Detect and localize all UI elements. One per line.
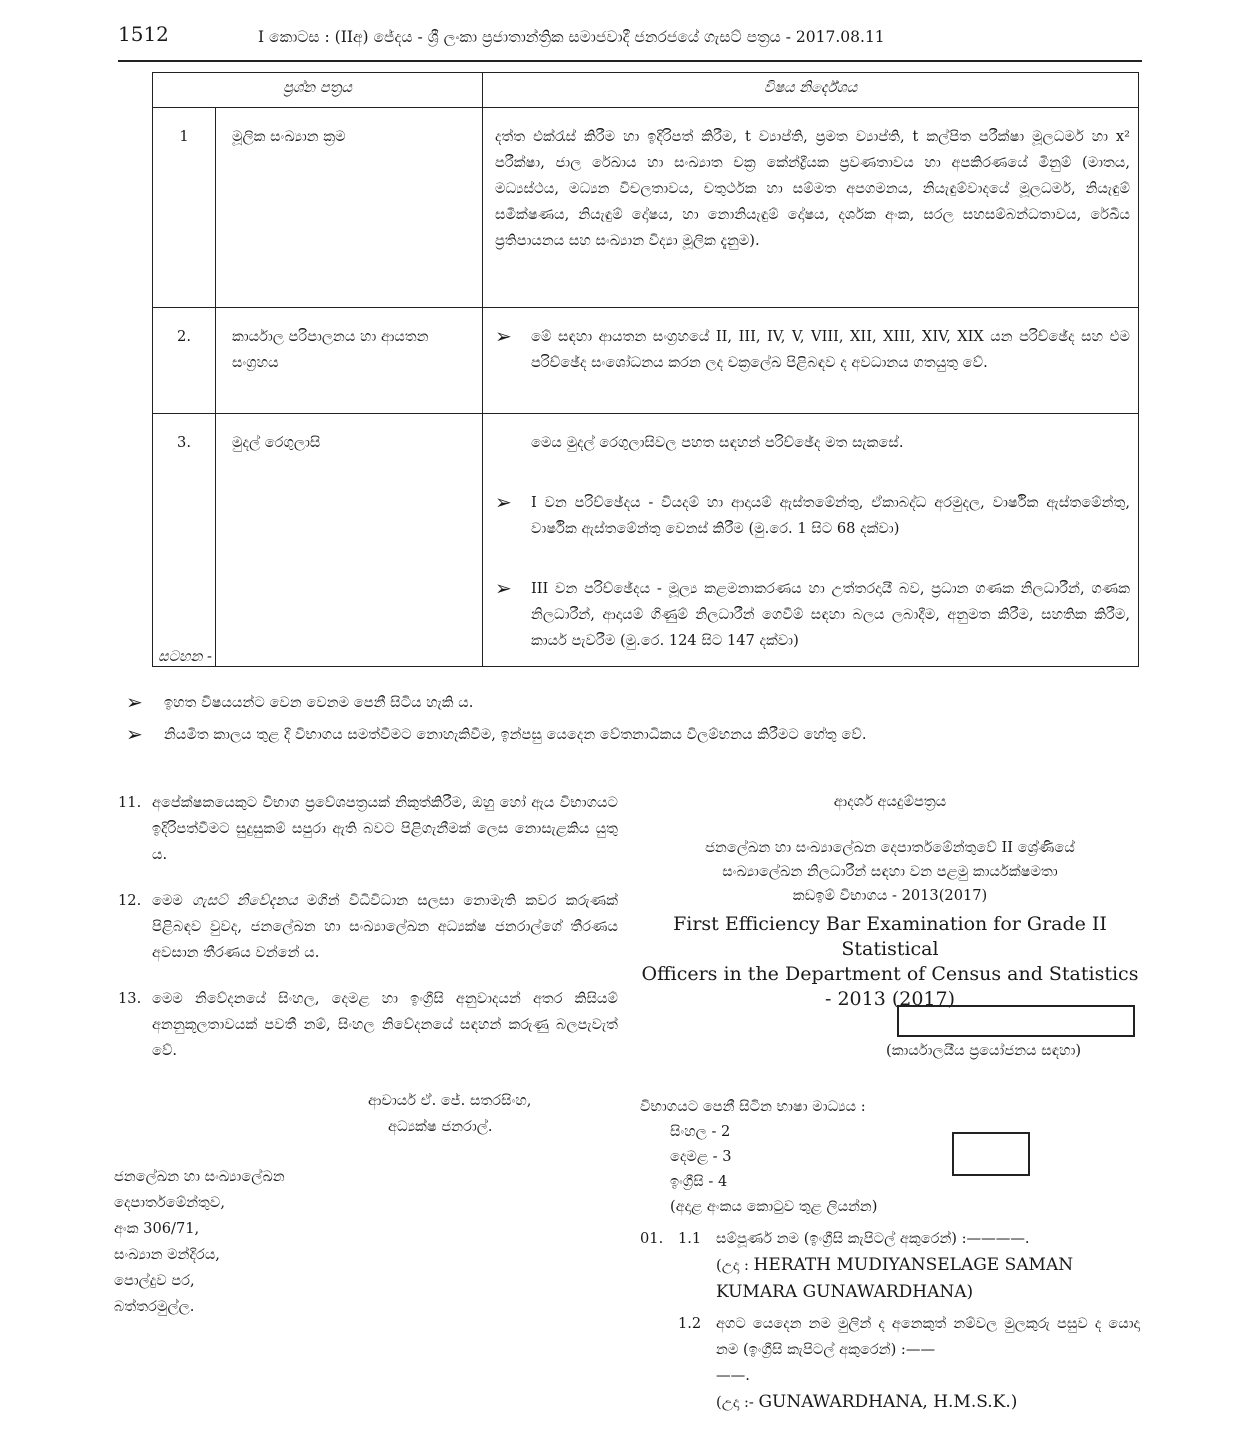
form-heading: ආදර්ශ අයදුම්පත්‍රය [833,793,947,810]
list-item [126,686,866,718]
note-text: ඉහත විෂයයන්ට වෙන වෙනම පෙනී සිටිය හැකි ය. [164,693,474,711]
form-title-english: - 2013 (2017) [824,988,956,1010]
medium-option: දෙමළ - 3 [670,1148,732,1165]
note-text: නියමිත කාලය තුළ දී විභාගය සමත්වීමට නොහැකිවීම, ඉන්පසු යෙදෙන වේතනාධිකය විලම්භනය කිරීමට හේතු වේ. [164,725,867,743]
syllabus-text: දත්ත එක්රැස් කිරීම හා ඉදිරිපත් කිරීම, t ව්‍යාප්ති, ප්‍රමත ව්‍යාප්ති, t කල්පිත පරීක්ෂා මූලධර්ම හා x² පරීක්ෂා, ජාල රේඛාය හා සංඛ්‍යාත චක්‍ර කේන්ද්‍රීයක ප්‍රවණතාවය හා අපකිරණයේ මිනුම් (මාතය, මධ්‍යස්ථය, මධ්‍යන විචලතාවය, චතුර්ථක හා සම්මත අපගමනය, නියැඳුම්වාදයේ මූලධර්ම, නියැඳුම් සමීක්ෂණය, නියැඳුම් දෝෂය, හා නොනියැඳුම් දෝෂය, දර්ශක අංක, සරල සහසම්බන්ධතාවය, රේඛීය ප්‍රතිපායනය සහ සංඛ්‍යාන විද්‍යා මූලික දැනුම). [483,108,1139,308]
example-name: KUMARA GUNAWARDHANA) [716,1282,974,1302]
address-line: සංඛ්‍යාන මන්දිරය, [114,1246,220,1263]
medium-hint: (අදාළ අංකය කොටුව තුළ ලියන්න) [670,1198,878,1215]
syllabus-intro: මෙය මුදල් රෙගුලාසිවල පහත සඳහන් පරිච්ඡේද මත සැකසේ. [531,434,904,451]
paper-name: මූලික සංඛ්‍යාන ක්‍රම [216,108,483,308]
subquestion-number: 1.1 [678,1230,702,1247]
signature-block [368,1088,531,1140]
address-line: දෙපාර්තමේන්තුව, [114,1194,226,1211]
example-name: HERATH MUDIYANSELAGE SAMAN [753,1255,1074,1275]
form-title-english: Officers in the Department of Census and Statistics [641,963,1139,985]
address-block [114,1164,285,1320]
bullet-text: මේ සඳහා ආයතන සංග්‍රහයේ II, III, IV, V, VIII, XII, XIII, XIV, XIX යන පරිච්ඡේද සහ එම පරිච්ඡේද සංශෝධනය කරන ලද චක්‍රලේඛ පිළිබඳව ද අවධානය ගතයුතු වේ. [531,328,1130,371]
medium-option: සිංහල - 2 [670,1123,731,1140]
table-row [153,108,1139,308]
office-use-caption: (කාර්යාලයීය ප්‍රයෝජනය සඳහා) [886,1042,1082,1059]
subquestion-text: අගට යෙදෙන නම මුලින් ද අනෙකුත් නම්වල මුලකුරු පසුව ද යොදා නම (ඉංග්‍රීසි කැපිටල් අකුරෙන්) :—— [716,1315,1140,1358]
arrow-bullet-icon: ➢ [495,324,512,348]
address-line: අංක 306/71, [114,1220,200,1237]
paper-name: කාර්යාල පරිපාලනය හා ආයතන සංග්‍රහය [216,308,483,414]
form-title-sinhala: සංඛ්‍යාලේඛන නිලධාරීන් සඳහා වන පළමු කාර්යක්ෂමතා [722,863,1058,880]
address-line: පොල්දුව පර, [114,1272,195,1289]
list-item [495,490,1130,542]
table-header-row [153,73,1139,108]
bullet-text: I වන පරිච්ඡේදය - වියදම් හා ආදායම් ඇස්තමේන්තු, ඒකාබද්ධ අරමුදල, වාර්ෂික ඇස්තමේන්තු, වාර්ෂික ඇස්තමේන්තු වෙනස් කිරීම (මු.රෙ. 1 සිට 68 දක්වා) [531,494,1130,537]
subquestion-text-cont: ——. [716,1367,750,1384]
paragraph-text: මෙම නිවේදනයේ සිංහල, දෙමළ හා ඉංග්‍රීසි අනුවාදයන් අතර කිසියම් අනනුකූලතාවයක් පවතී නම්, සිංහල නිවේදනයේ සඳහන් කරුණු බලපැවැත් වේ. [152,990,618,1059]
address-line: බත්තරමුල්ල. [114,1298,195,1315]
row-number: 2. [153,308,216,414]
paragraph-number: 11. [118,794,142,811]
numbered-paragraphs [118,790,618,1084]
example-prefix: (උදා :- [716,1394,759,1411]
gazette-header: I කොටස : (IIඅ) ජේදය - ශ්‍රී ලංකා ප්‍රජාතාන්ත්‍රික සමාජවාදී ජනරජයේ ගැසට් පත්‍රය - 2017.08.11 [258,28,885,46]
medium-label: විභාගයට පෙනී සිටින භාෂා මාධ්‍යය : [640,1098,866,1115]
col-header-syllabus: විෂය නිර්දේශය [483,73,1139,108]
arrow-bullet-icon: ➢ [126,690,143,714]
office-use-box[interactable] [897,1005,1135,1037]
paragraph [118,888,618,966]
example-name: GUNAWARDHANA, H.M.S.K.) [758,1392,1018,1412]
syllabus-table [152,72,1139,667]
question-01 [640,1226,1140,1416]
notes-list [126,686,866,750]
paper-name: මුදල් රෙගුලාසි [216,414,483,667]
emphasis-text: ගැසට් නිවේදනය [192,892,298,909]
table-row [153,414,1139,667]
paragraph [118,790,618,868]
notes-heading: සටහන - [158,648,212,665]
medium-entry-box[interactable] [952,1132,1030,1176]
list-item [126,718,866,750]
signatory-name: ආචාර්ය ඒ. ජේ. සතරසිංහ, [368,1092,532,1109]
address-line: ජනලේඛන හා සංඛ්‍යාලේඛන [114,1168,285,1185]
medium-option: ඉංග්‍රීසි - 4 [670,1173,728,1190]
row-number: 1 [153,108,216,308]
example-prefix: (උදා : [716,1257,754,1274]
list-item [495,324,1130,376]
arrow-bullet-icon: ➢ [495,576,512,600]
paragraph-text: මෙම ගැසට් නිවේදනය මගින් විධිවිධාන සලසා නොමැති කවර කරුණක් පිළිබඳව වුවද, ජනලේඛන හා සංඛ්‍යාලේඛන අධ්‍යක්ෂ ජනරාල්ගේ තීරණය අවසාන තීරණය වන්නේ ය. [152,892,618,961]
application-form-header [640,790,1140,1012]
subquestion-text: සම්පූර්ණ නම (ඉංග්‍රීසි කැපිටල් අකුරෙන්) :————. [716,1230,1030,1247]
row-number: 3. [153,414,216,667]
syllabus-cell [483,414,1139,667]
paragraph [118,986,618,1064]
bullet-text: III වන පරිච්ඡේදය - මූල්‍ය කළමනාකරණය හා උත්තරදායී බව, ප්‍රධාන ගණක නිලධාරීන්, ගණක නිලධාරීන්, ආදායම් ගිණුම් නිලධාරීන් ගෙවීම් සඳහා බලය ලබාදීම, අනුමත කිරීම, සහතික කිරීම, කාර්ය පැවරීම (මු.රෙ. 124 සිට 147 දක්වා) [531,580,1130,649]
page-number: 1512 [118,22,169,46]
form-title-sinhala: කඩඉම් විභාගය - 2013(2017) [792,887,988,904]
list-item [495,576,1130,654]
header-rule [118,60,1142,62]
form-title-sinhala: ජනලේඛන හා සංඛ්‍යාලේඛන දෙපාර්තමේන්තුවේ II ශ්‍රේණියේ [705,839,1075,856]
signatory-title: අධ්‍යක්ෂ ජනරාල්. [388,1118,493,1135]
paragraph-text: අපේක්ෂකයෙකුට විභාග ප්‍රවේශපත්‍රයක් නිකුත්කිරීම, ඔහු හෝ ඇය විභාගයට ඉදිරිපත්වීමට සුදුසුකම් සපුරා ඇති බවට පිළිගැනීමක් ලෙස නොසැළකිය යුතු ය. [152,794,618,863]
question-number: 01. [640,1230,664,1247]
medium-section [640,1094,877,1219]
col-header-paper: ප්‍රශ්න පත්‍රය [153,73,483,108]
paragraph-number: 12. [118,892,142,909]
form-title-english: First Efficiency Bar Examination for Grade II Statistical [673,913,1107,960]
syllabus-cell [483,308,1139,414]
arrow-bullet-icon: ➢ [495,490,512,514]
subquestion-number: 1.2 [678,1315,702,1332]
arrow-bullet-icon: ➢ [126,722,143,746]
table-row [153,308,1139,414]
paragraph-number: 13. [118,990,142,1007]
